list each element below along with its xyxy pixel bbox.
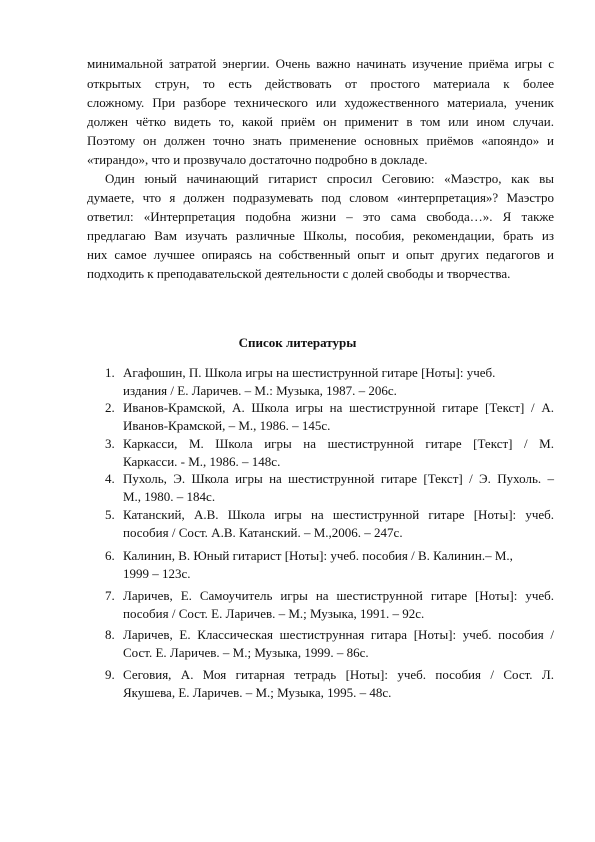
item-line: Сеговия, А. Моя гитарная тетрадь [Ноты]: учеб. пособия / Сост. Л.	[123, 667, 554, 682]
body-line: Один юный начинающий гитарист спросил Сеговию: «Маэстро, как вы	[105, 171, 554, 186]
item-number: 2.	[105, 400, 115, 415]
body-line: сложному. При разборе технического или художественного материала, ученик	[87, 95, 554, 110]
item-line: Каркасси, М. Школа игры на шестиструнной гитаре [Текст] / М.	[123, 436, 554, 451]
bibliography-title: Список литературы	[238, 335, 357, 350]
body-line: Поэтому он должен точно знать применение основных приёмов «апояндо» и	[87, 133, 554, 148]
item-number: 7.	[105, 588, 115, 603]
item-line: 1999 – 123с.	[123, 566, 191, 581]
item-line: Пухоль, Э. Школа игры на шестиструнной гитаре [Текст] / Э. Пухоль. –	[123, 471, 554, 486]
body-line: открытых струн, то есть действовать от простого материала к более	[87, 76, 554, 91]
item-line: Агафошин, П. Школа игры на шестиструнной гитаре [Ноты]: учеб.	[123, 365, 496, 380]
item-line: М., 1980. – 184с.	[123, 489, 216, 504]
item-line: Калинин, В. Юный гитарист [Ноты]: учеб. пособия / В. Калинин.– М.,	[123, 548, 513, 563]
item-number: 6.	[105, 548, 115, 563]
body-line: минимальной затратой энергии. Очень важно начинать изучение приёма игры с	[87, 56, 554, 71]
item-line: Каркасси. - М., 1986. – 148с.	[123, 454, 281, 469]
body-line: «тирандо», что и прозвучало достаточно подробно в докладе.	[87, 152, 428, 167]
body-line: предлагаю Вам изучать различные Школы, пособия, рекомендации, брать из	[87, 228, 554, 243]
item-line: Сост. Е. Ларичев. – М.; Музыка, 1999. – 86с.	[123, 645, 369, 660]
body-line: думаете, что я должен подразумевать под словом «интерпретация»? Маэстро	[87, 190, 554, 205]
item-line: Иванов-Крамской, А. Школа игры на шестиструнной гитаре [Текст] / А.	[123, 400, 554, 415]
item-line: Ларичев, Е. Классическая шестиструнная гитара [Ноты]: учеб. пособия /	[123, 627, 554, 642]
item-number: 9.	[105, 667, 115, 682]
item-line: пособия / Сост. Е. Ларичев. – М.; Музыка, 1991. – 92с.	[123, 606, 425, 621]
item-number: 1.	[105, 365, 115, 380]
body-line: подходить к преподавательской деятельности с долей свободы и творчества.	[87, 266, 511, 281]
item-number: 5.	[105, 507, 115, 522]
item-number: 8.	[105, 627, 115, 642]
item-line: Якушева, Е. Ларичев. – М.; Музыка, 1995. – 48с.	[123, 685, 392, 700]
item-number: 4.	[105, 471, 115, 486]
item-line: издания / Е. Ларичев. – М.: Музыка, 1987. – 206с.	[123, 383, 397, 398]
body-line: ответил: «Интерпретация подобна жизни – это сама свобода…». Я также	[87, 209, 554, 224]
item-number: 3.	[105, 436, 115, 451]
item-line: пособия / Сост. А.В. Катанский. – М.,2006. – 247с.	[123, 525, 403, 540]
body-line: должен чётко видеть то, какой приём он применит в том или ином случаи.	[87, 114, 554, 129]
item-line: Иванов-Крамской, – М., 1986. – 145с.	[123, 418, 331, 433]
item-line: Ларичев, Е. Самоучитель игры на шестиструнной гитаре [Ноты]: учеб.	[123, 588, 554, 603]
body-line: них самое лучшее опираясь на собственный опыт и опыт других педагогов и	[87, 247, 554, 262]
item-line: Катанский, А.В. Школа игры на шестиструнной гитаре [Ноты]: учеб.	[123, 507, 554, 522]
